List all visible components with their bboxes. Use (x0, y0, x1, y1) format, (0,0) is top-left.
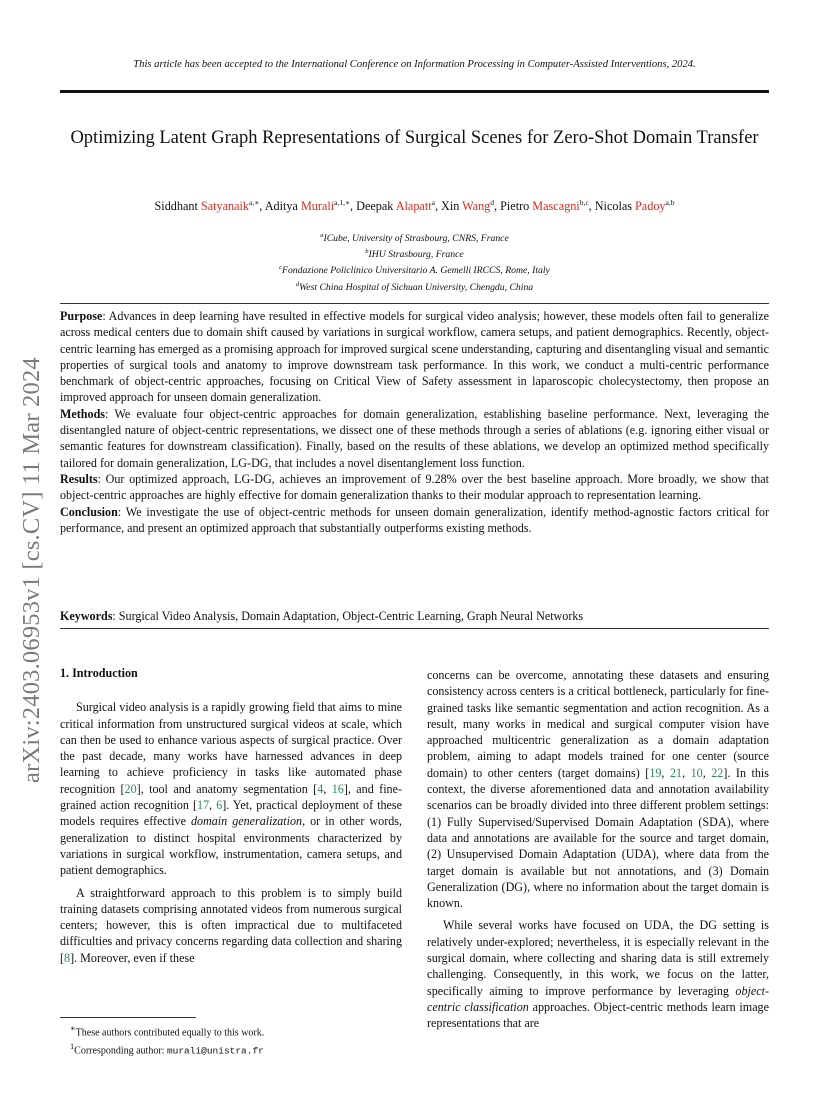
abstract-purpose: Purpose: Advances in deep learning have resulted in effective models for surgical video analysis; however, these models often fail to generalize across medical centers due to domain shift caused by variations in surgical workflow, camera setups, and patient demographics. Recently, object-centric learning has emerged as a promising approach for improved surgical scene understanding, capturing and disentangling visual and semantic properties of surgical tools and anatomy to improve downstream task performance. In this work, we conduct a multi-centric performance benchmark of object-centric approaches, focusing on Critical View of Safety assessment in laparoscopic cholecystectomy, then propose an improved approach for unseen domain generalization. (60, 309, 769, 405)
arxiv-stamp[interactable]: arXiv:2403.06953v1 [cs.CV] 11 Mar 2024 (18, 357, 45, 783)
author-link[interactable]: Padoy (635, 199, 666, 214)
footnote-corresponding-author: $^1$Corresponding author: murali@unistra.fr (70, 1042, 264, 1057)
author-name: Aditya Murali$^{a,1,∗}$ (264, 198, 351, 214)
affiliation: $^c$Fondazione Policlinico Universitario A. Gemelli IRCCS, Rome, Italy (279, 264, 550, 277)
abstract (60, 308, 769, 536)
abstract-methods: Methods: We evaluate four object-centric approaches for domain generalization, establishing baseline performance. Next, leveraging the disentangled nature of object-centric representations, we dissect one of these methods through a series of ablations (e.g. ignoring either visual or semantic features for downstream classification). Finally, based on the results of these ablations, we develop an optimized method specifically tailored for domain generalization, LG-DG, that includes a novel disentanglement loss function. (60, 406, 769, 470)
abstract-top-rule (60, 303, 769, 304)
author-name: Pietro Mascagni$^{b,c}$ (500, 198, 589, 214)
paper-title: Optimizing Latent Graph Representations of Surgical Scenes for Zero-Shot Domain Transfer (70, 128, 759, 148)
author-link[interactable]: Wang (462, 199, 491, 214)
footnotes (70, 1022, 264, 1059)
author-link[interactable]: Satyanaik (200, 199, 249, 214)
keywords-rule (60, 628, 769, 629)
section-heading: 1. Introduction (60, 666, 138, 680)
abstract-conclusion: Conclusion: We investigate the use of object-centric methods for unseen domain generalization, identify method-agnostic factors critical for performance, and present an optimized approach that substantially outperforms existing methods. (60, 504, 769, 535)
citation-link[interactable]: 19 (649, 765, 662, 780)
intro-paragraph-3: While several works have focused on UDA, the DG setting is relatively under-explored; nevertheless, it is especially relevant in the surgical domain, where collecting and sharing data is still extremely challenging. Consequently, in this work, we focus on the latter, specifically aiming to improve performance by leveraging object-centric classification approaches. Object-centric methods learn image representations that are (427, 918, 769, 1031)
author-link[interactable]: Mascagni (532, 199, 580, 214)
author-name: Nicolas Padoy$^{a,b}$ (594, 198, 675, 214)
left-column (60, 665, 402, 966)
abstract-results: Results: Our optimized approach, LG-DG, achieves an improvement of 9.28% over the best baseline approach. More broadly, we show that object-centric approaches are highly effective for domain generalization thanks to their modular approach to representation learning. (60, 471, 769, 503)
author-link[interactable]: Murali (300, 199, 335, 214)
intro-paragraph-2: A straightforward approach to this problem is to simply build training datasets comprising annotated videos from numerous surgical centers; however, this is often impractical due to multifaceted difficulties and privacy concerns regarding data collection and sharing [8]. Moreover, even if these (60, 885, 402, 965)
citation-link[interactable]: 10 (690, 765, 703, 780)
citation-link[interactable]: 8 (64, 950, 71, 965)
author-name: Deepak Alapatt$^a$ (356, 198, 435, 214)
keywords: Keywords: Surgical Video Analysis, Domain Adaptation, Object-Centric Learning, Graph Neural Networks (60, 609, 584, 623)
author-email[interactable]: murali@unistra.fr (166, 1045, 264, 1057)
affiliation: $^a$ICube, University of Strasbourg, CNRS, France (320, 232, 509, 245)
author-list: Siddhant Satyanaik$^{a,∗}$, Aditya Murali$^{a,1,∗}$, Deepak Alapatt$^a$, Xin Wang$^d$, Pietro Mascagni$^{b,c}$, Nicolas Padoy$^{a,b}$ (154, 198, 675, 214)
author-name: Xin Wang$^d$ (441, 198, 495, 214)
citation-link[interactable]: 16 (331, 781, 344, 796)
intro-paragraph-2-cont: concerns can be overcome, annotating these datasets and ensuring consistency across centers is a critical bottleneck, particularly for fine-grained tasks like semantic segmentation and action recognition. As a result, many works in medical and surgical computer vision have approached multicentric generalization as a domain adaptation problem, aiming to adapt models trained for one center (source domain) to other centers (target domains) [19, 21, 10, 22]. In this context, the diverse aforementioned data and annotation availability scenarios can be broadly divided into three different problem settings: (1) Fully Supervised/Supervised Domain Adaptation (SDA), where data and annotations are available for the source and target domain, (2) Unsupervised Domain Adaptation (UDA), where data from the target domain is available but not annotations, and (3) Domain Generalization (DG), where no information about the target domain is known. (427, 668, 769, 911)
affiliation: $^d$West China Hospital of Sichuan University, Chengdu, China (295, 280, 534, 293)
affiliation: $^b$IHU Strasbourg, France (365, 248, 464, 261)
right-column (427, 667, 769, 1032)
citation-link[interactable]: 22 (711, 765, 724, 780)
author-link[interactable]: Alapatt (395, 199, 432, 214)
citation-link[interactable]: 4 (317, 781, 324, 796)
author-name: Siddhant Satyanaik$^{a,∗}$ (154, 198, 260, 214)
acceptance-note: This article has been accepted to the International Conference on Information Processing in Computer-Assisted Interventions, 2024. (133, 59, 696, 70)
footnote-rule (60, 1017, 196, 1018)
intro-paragraph-1: Surgical video analysis is a rapidly growing field that aims to mine critical information from unstructured surgical videos at scale, which can then be used to enhance various aspects of surgical practice. Over the past decade, many works have harnessed advances in deep learning to achieve proficiency in tasks like automated phase recognition [20], tool and anatomy segmentation [4, 16], and fine-grained action recognition [17, 6]. Yet, practical deployment of these models requires effective domain generalization, or in other words, generalization to distinct hospital environments characterized by variations in surgical workflow, instrumentation, camera setups, and patient demographics. (60, 700, 402, 878)
footnote-equal-contribution: ∗These authors contributed equally to this work. (70, 1024, 265, 1039)
citation-link[interactable]: 20 (124, 781, 137, 796)
header-rule (60, 90, 769, 93)
citation-link[interactable]: 17 (197, 798, 210, 813)
citation-link[interactable]: 21 (669, 765, 683, 780)
citation-link[interactable]: 6 (216, 798, 223, 813)
affiliation-list (60, 229, 769, 294)
